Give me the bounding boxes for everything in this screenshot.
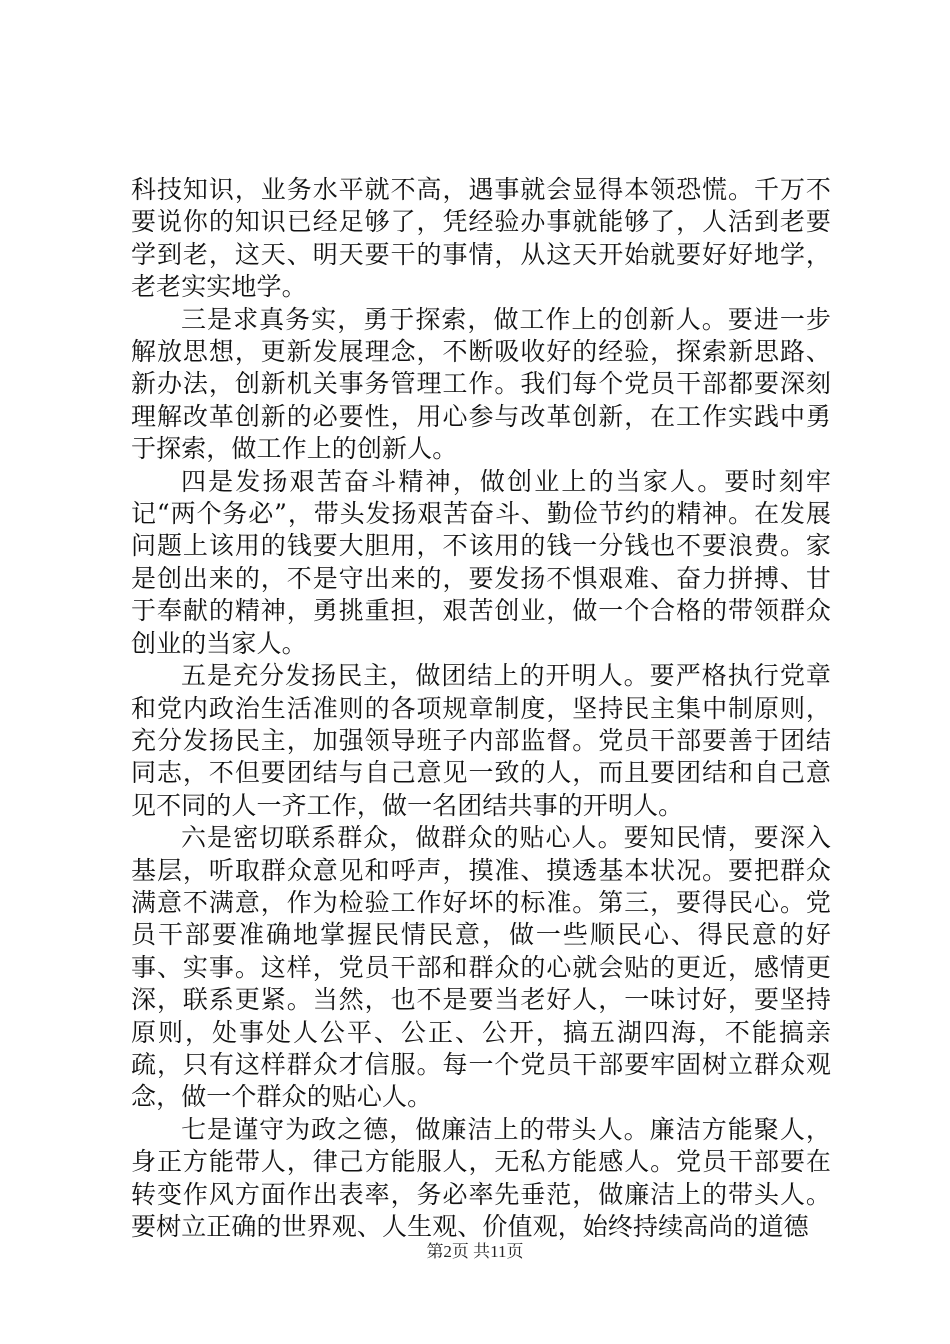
paragraph-innovation: 三是求真务实，勇于探索，做工作上的创新人。要进一步解放思想，更新发展理念，不断吸收好的经验，探索新思路、新办法，创新机关事务管理工作。我们每个党员干部都要深刻理解改革创新的必要性，用心参与改革创新，在工作实践中勇于探索，做工作上的创新人。	[131, 304, 831, 464]
page-footer	[0, 1241, 950, 1263]
paragraph-integrity: 七是谨守为政之德，做廉洁上的带头人。廉洁方能聚人，身正方能带人，律己方能服人，无私方能感人。党员干部要在转变作风方面作出表率，务必率先垂范，做廉洁上的带头人。要树立正确的世界观、人生观、价值观，始终持续高尚的道德	[131, 1114, 831, 1241]
paragraph-hard-work: 四是发扬艰苦奋斗精神，做创业上的当家人。要时刻牢记“两个务必”，带头发扬艰苦奋斗、勤俭节约的精神。在发展问题上该用的钱要大胆用，不该用的钱一分钱也不要浪费。家是创出来的，不是守出来的，要发扬不惧艰难、奋力拼搏、甘于奉献的精神，勇挑重担，艰苦创业，做一个合格的带领群众创业的当家人。	[131, 466, 831, 658]
paragraph-masses: 六是密切联系群众，做群众的贴心人。要知民情，要深入基层，听取群众意见和呼声，摸准、摸透基本状况。要把群众满意不满意，作为检验工作好坏的标准。第三，要得民心。党员干部要准确地掌握民情民意，做一些顺民心、得民意的好事、实事。这样，党员干部和群众的心就会贴的更近，感情更深，联系更紧。当然，也不是要当老好人，一味讨好，要坚持原则，处事处人公平、公正、公开，搞五湖四海，不能搞亲疏，只有这样群众才信服。每一个党员干部要牢固树立群众观念，做一个群众的贴心人。	[131, 823, 831, 1112]
paragraph-democracy: 五是充分发扬民主，做团结上的开明人。要严格执行党章和党内政治生活准则的各项规章制度，坚持民主集中制原则，充分发扬民主，加强领导班子内部监督。党员干部要善于团结同志，不但要团结与自己意见一致的人，而且要团结和自己意见不同的人一齐工作，做一名团结共事的开明人。	[131, 661, 831, 820]
paragraph-continuation: 科技知识，业务水平就不高，遇事就会显得本领恐慌。千万不要说你的知识已经足够了，凭经验办事就能够了，人活到老要学到老，这天、明天要干的事情，从这天开始就要好好地学，老老实实地学。	[131, 175, 831, 302]
body-text	[131, 174, 831, 1243]
page-number: 第2页 共11页	[426, 1242, 524, 1261]
